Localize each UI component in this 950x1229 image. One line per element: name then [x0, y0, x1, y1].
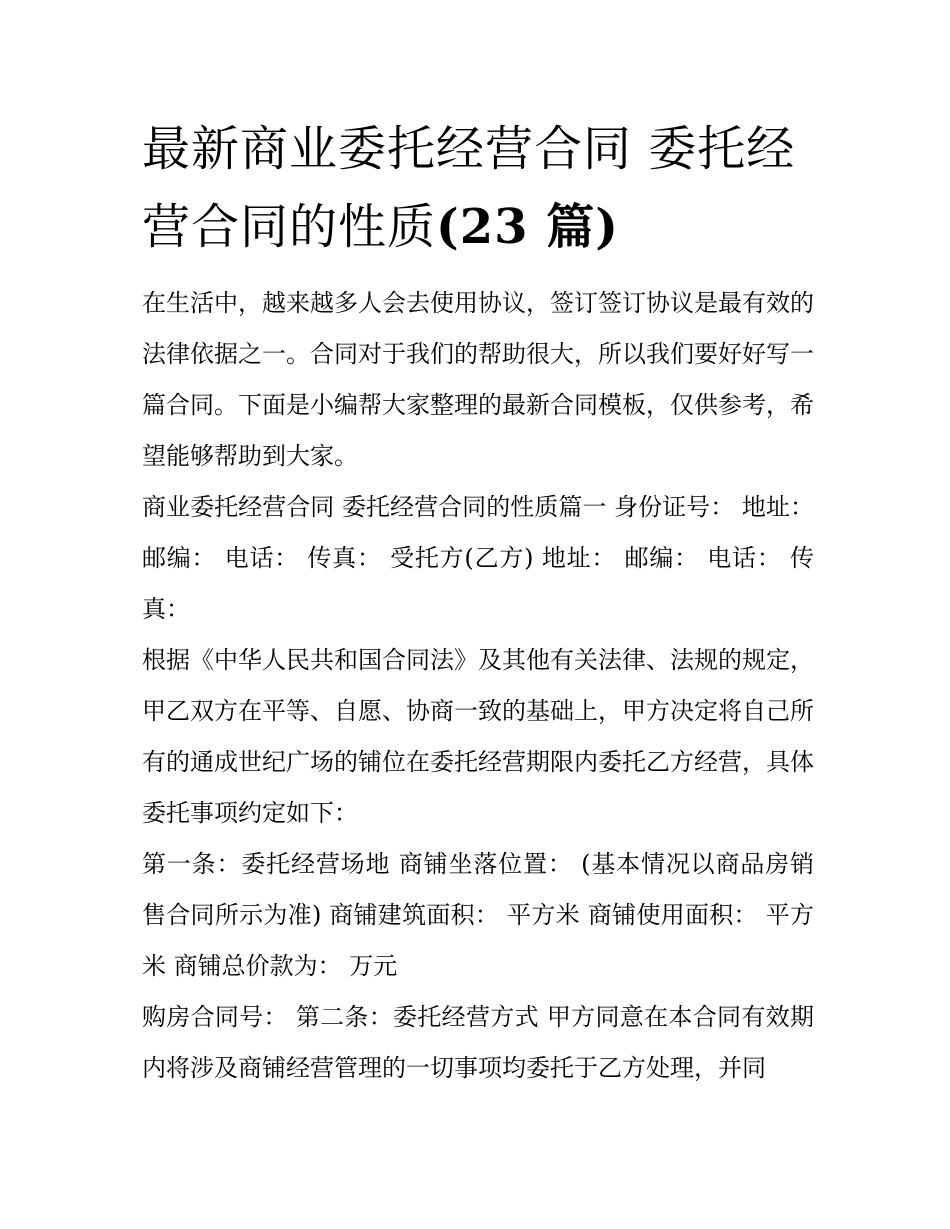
document-title-count: (23 篇)	[436, 199, 619, 255]
document-title-main: 最新商业委托经营合同 委托经营合同的性质	[142, 121, 796, 255]
paragraph-intro: 在生活中，越来越多人会去使用协议，签订签订协议是最有效的法律依据之一。合同对于我们的帮助很大，所以我们要好好写一篇合同。下面是小编帮大家整理的最新合同模板，仅供参考，希望能够帮助到大家。	[142, 289, 814, 470]
paragraph-article-two: 购房合同号： 第二条：委托经营方式 甲方同意在本合同有效期内将涉及商铺经营管理的一切事项均委托于乙方处理，并同	[142, 1003, 814, 1082]
document-body	[142, 110, 814, 1094]
paragraph-party-info: 商业委托经营合同 委托经营合同的性质篇一 身份证号： 地址： 邮编： 电话： 传真： 受托方(乙方) 地址： 邮编： 电话： 传真：	[142, 493, 814, 623]
document-title	[142, 110, 814, 266]
paragraph-article-one: 第一条：委托经营场地 商铺坐落位置： (基本情况以商品房销售合同所示为准) 商铺建筑面积： 平方米 商铺使用面积： 平方米 商铺总价款为： 万元	[142, 850, 814, 980]
paragraph-legal-basis: 根据《中华人民共和国合同法》及其他有关法律、法规的规定，甲乙双方在平等、自愿、协商一致的基础上，甲方决定将自己所有的通成世纪广场的铺位在委托经营期限内委托乙方经营，具体委托事项约定如下：	[142, 646, 814, 827]
